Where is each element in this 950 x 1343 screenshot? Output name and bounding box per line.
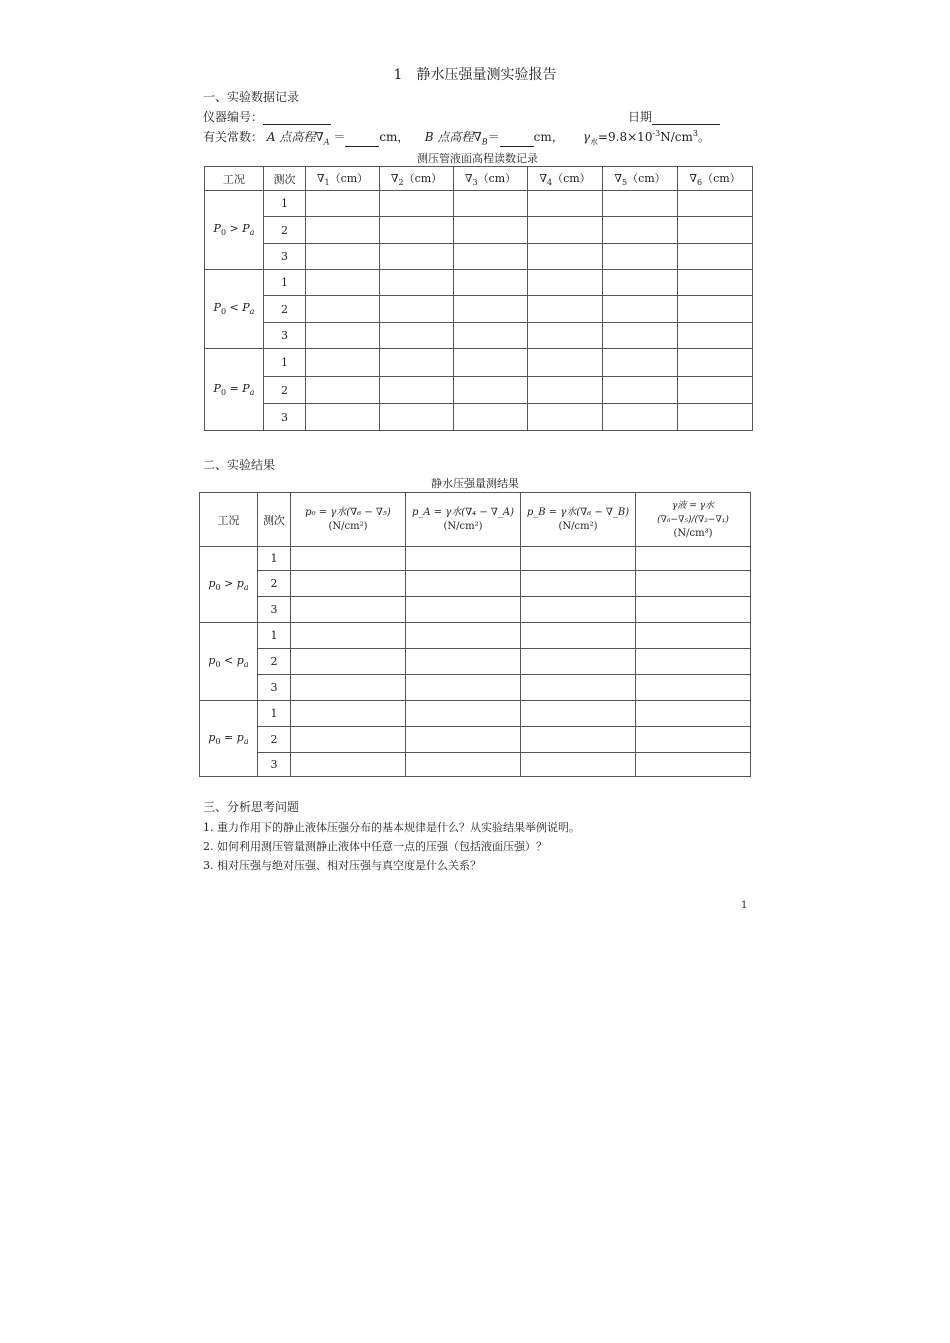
data-cell[interactable] <box>380 217 454 244</box>
data-cell[interactable] <box>406 623 521 649</box>
data-cell[interactable] <box>454 244 528 270</box>
table-row <box>200 701 751 727</box>
trial-cell: 1 <box>258 623 291 649</box>
data-cell[interactable] <box>603 191 678 217</box>
data-cell[interactable] <box>380 377 454 404</box>
data-cell[interactable] <box>454 217 528 244</box>
table-row <box>205 323 753 349</box>
header-condition: 工况 <box>200 493 258 547</box>
table-row <box>205 244 753 270</box>
trial-cell: 1 <box>264 270 306 296</box>
trial-cell: 2 <box>258 649 291 675</box>
data-cell[interactable] <box>454 404 528 431</box>
data-cell[interactable] <box>603 404 678 431</box>
data-cell[interactable] <box>678 323 753 349</box>
header-h3: $\nabla_3(cm)$ <box>454 167 528 191</box>
gamma-label: γ <box>582 130 590 144</box>
data-cell[interactable] <box>306 270 380 296</box>
data-cell[interactable] <box>636 547 751 571</box>
question-2: 2. 如何利用测压管量测静止液体中任意一点的压强（包括液面压强）？ <box>203 840 547 853</box>
data-cell[interactable] <box>521 675 636 701</box>
data-cell[interactable] <box>528 296 603 323</box>
data-cell[interactable] <box>380 404 454 431</box>
data-cell[interactable] <box>306 217 380 244</box>
table1-header-row <box>205 167 753 191</box>
table-row <box>205 349 753 377</box>
data-cell[interactable] <box>636 753 751 777</box>
condition-cell: $P_0 < P_a$ <box>205 270 264 349</box>
date-label: 日期 <box>628 110 653 124</box>
header-h1: $\nabla_1(cm)$ <box>306 167 380 191</box>
header-trial: 测次 <box>264 167 306 191</box>
data-cell[interactable] <box>636 727 751 753</box>
data-cell[interactable] <box>306 323 380 349</box>
section1-heading: 一、实验数据记录 <box>203 90 300 104</box>
data-cell[interactable] <box>406 675 521 701</box>
trial-cell: 1 <box>258 547 291 571</box>
data-cell[interactable] <box>454 349 528 377</box>
data-cell[interactable] <box>406 701 521 727</box>
data-cell[interactable] <box>521 649 636 675</box>
data-cell[interactable] <box>291 649 406 675</box>
data-cell[interactable] <box>603 244 678 270</box>
document-title: 1 静水压强量测实验报告 <box>393 67 557 83</box>
date-field[interactable] <box>652 112 720 125</box>
data-cell[interactable] <box>291 753 406 777</box>
data-cell[interactable] <box>306 244 380 270</box>
data-cell[interactable] <box>636 597 751 623</box>
trial-cell: 1 <box>264 191 306 217</box>
data-cell[interactable] <box>306 296 380 323</box>
trial-cell: 3 <box>264 244 306 270</box>
data-cell[interactable] <box>291 597 406 623</box>
header-h6: $\nabla_6(cm)$ <box>678 167 753 191</box>
data-cell[interactable] <box>603 270 678 296</box>
data-cell[interactable] <box>521 571 636 597</box>
data-cell[interactable] <box>380 323 454 349</box>
table-row <box>200 649 751 675</box>
trial-cell: 3 <box>258 597 291 623</box>
data-cell[interactable] <box>454 296 528 323</box>
data-cell[interactable] <box>406 597 521 623</box>
data-cell[interactable] <box>636 571 751 597</box>
table-row <box>200 753 751 777</box>
data-cell[interactable] <box>678 349 753 377</box>
data-cell[interactable] <box>603 377 678 404</box>
data-cell[interactable] <box>528 377 603 404</box>
question-3: 3. 相对压强与绝对压强、相对压强与真空度是什么关系？ <box>203 859 481 872</box>
data-cell[interactable] <box>454 323 528 349</box>
date-row <box>628 108 720 125</box>
data-cell[interactable] <box>291 701 406 727</box>
data-cell[interactable] <box>291 571 406 597</box>
table2-caption: 静水压强量测结果 <box>431 477 519 490</box>
trial-cell: 3 <box>264 323 306 349</box>
header-pa: p_A = γ水(∇₄ − ∇_A) (N/cm²) <box>406 493 521 547</box>
data-cell[interactable] <box>678 296 753 323</box>
reading-table <box>204 166 753 431</box>
data-cell[interactable] <box>406 727 521 753</box>
header-h4: $\nabla_4(cm)$ <box>528 167 603 191</box>
b-elevation-field[interactable] <box>500 134 534 147</box>
table-row <box>205 404 753 431</box>
data-cell[interactable] <box>528 270 603 296</box>
trial-cell: 2 <box>264 217 306 244</box>
data-cell[interactable] <box>678 404 753 431</box>
trial-cell: 2 <box>264 377 306 404</box>
data-cell[interactable] <box>603 217 678 244</box>
data-cell[interactable] <box>528 217 603 244</box>
data-cell[interactable] <box>306 377 380 404</box>
data-cell[interactable] <box>306 349 380 377</box>
data-cell[interactable] <box>521 623 636 649</box>
data-cell[interactable] <box>528 349 603 377</box>
trial-cell: 3 <box>258 675 291 701</box>
gamma-value: =9.8×10 <box>597 130 653 144</box>
table-row <box>200 623 751 649</box>
data-cell[interactable] <box>380 191 454 217</box>
data-cell[interactable] <box>521 701 636 727</box>
header-h2: $\nabla_2(cm)$ <box>380 167 454 191</box>
condition-cell: $P_0 = P_a$ <box>205 349 264 431</box>
data-cell[interactable] <box>678 244 753 270</box>
data-cell[interactable] <box>406 547 521 571</box>
data-cell[interactable] <box>521 597 636 623</box>
data-cell[interactable] <box>603 349 678 377</box>
condition-cell: $p_0 > p_a$ <box>200 547 258 623</box>
data-cell[interactable] <box>380 349 454 377</box>
question-1: 1. 重力作用下的静止液体压强分布的基本规律是什么？从实验结果举例说明。 <box>203 821 580 834</box>
table-row <box>200 675 751 701</box>
table1-caption: 测压管液面高程读数记录 <box>417 152 538 165</box>
data-cell[interactable] <box>603 296 678 323</box>
data-cell[interactable] <box>636 649 751 675</box>
instrument-number-field[interactable] <box>263 112 331 125</box>
table-row <box>205 296 753 323</box>
data-cell[interactable] <box>380 270 454 296</box>
data-cell[interactable] <box>406 571 521 597</box>
constants-label: 有关常数： <box>203 130 264 144</box>
data-cell[interactable] <box>454 191 528 217</box>
condition-cell: $p_0 < p_a$ <box>200 623 258 701</box>
data-cell[interactable] <box>678 217 753 244</box>
trial-cell: 3 <box>258 753 291 777</box>
header-p0: p₀ = γ水(∇₆ − ∇₅) (N/cm²) <box>291 493 406 547</box>
instrument-number-row <box>203 108 331 125</box>
data-cell[interactable] <box>306 404 380 431</box>
trial-cell: 1 <box>258 701 291 727</box>
b-elevation-label: B 点高程∇ <box>424 130 482 144</box>
data-cell[interactable] <box>636 701 751 727</box>
data-cell[interactable] <box>521 727 636 753</box>
data-cell[interactable] <box>380 244 454 270</box>
header-condition: 工况 <box>205 167 264 191</box>
trial-cell: 2 <box>264 296 306 323</box>
table-row <box>205 270 753 296</box>
header-pb: p_B = γ水(∇₆ − ∇_B) (N/cm²) <box>521 493 636 547</box>
data-cell[interactable] <box>406 649 521 675</box>
trial-cell: 3 <box>264 404 306 431</box>
table-row <box>200 727 751 753</box>
data-cell[interactable] <box>636 675 751 701</box>
data-cell[interactable] <box>291 623 406 649</box>
instrument-label: 仪器编号： <box>203 110 264 124</box>
data-cell[interactable] <box>528 323 603 349</box>
constants-row: 有关常数： A 点高程$\nabla_A$ ＝ cm， B 点高程$\nabla_B=$ cm， $\gamma_水=9.8\times 10^{-3}N/cm^3$。 <box>203 129 711 147</box>
header-gamma: γ液 = γ水 (∇₆−∇₅)/(∇₂−∇₁) (N/cm³) <box>636 493 751 547</box>
data-cell[interactable] <box>528 244 603 270</box>
section3-heading: 三、分析思考问题 <box>203 800 300 814</box>
data-cell[interactable] <box>521 547 636 571</box>
a-elevation-label: A 点高程∇ <box>266 130 324 144</box>
data-cell[interactable] <box>291 547 406 571</box>
data-cell[interactable] <box>454 270 528 296</box>
table-row <box>205 217 753 244</box>
data-cell[interactable] <box>291 727 406 753</box>
data-cell[interactable] <box>678 191 753 217</box>
table-row <box>200 597 751 623</box>
data-cell[interactable] <box>678 270 753 296</box>
table2-header-row <box>200 493 751 547</box>
header-h5: $\nabla_5(cm)$ <box>603 167 678 191</box>
data-cell[interactable] <box>291 675 406 701</box>
data-cell[interactable] <box>528 404 603 431</box>
a-elevation-field[interactable] <box>345 134 379 147</box>
section2-heading: 二、实验结果 <box>203 458 276 472</box>
data-cell[interactable] <box>454 377 528 404</box>
data-cell[interactable] <box>528 191 603 217</box>
data-cell[interactable] <box>406 753 521 777</box>
table-row <box>200 571 751 597</box>
trial-cell: 1 <box>264 349 306 377</box>
data-cell[interactable] <box>678 377 753 404</box>
condition-cell: $p_0 = p_a$ <box>200 701 258 777</box>
trial-cell: 2 <box>258 571 291 597</box>
page-number: 1 <box>741 900 748 911</box>
data-cell[interactable] <box>603 323 678 349</box>
trial-cell: 2 <box>258 727 291 753</box>
data-cell[interactable] <box>521 753 636 777</box>
data-cell[interactable] <box>636 623 751 649</box>
table-row <box>205 377 753 404</box>
data-cell[interactable] <box>306 191 380 217</box>
header-trial: 测次 <box>258 493 291 547</box>
table-row <box>200 547 751 571</box>
data-cell[interactable] <box>380 296 454 323</box>
result-table <box>199 492 751 777</box>
table-row <box>205 191 753 217</box>
condition-cell: $P_0 > P_a$ <box>205 191 264 270</box>
